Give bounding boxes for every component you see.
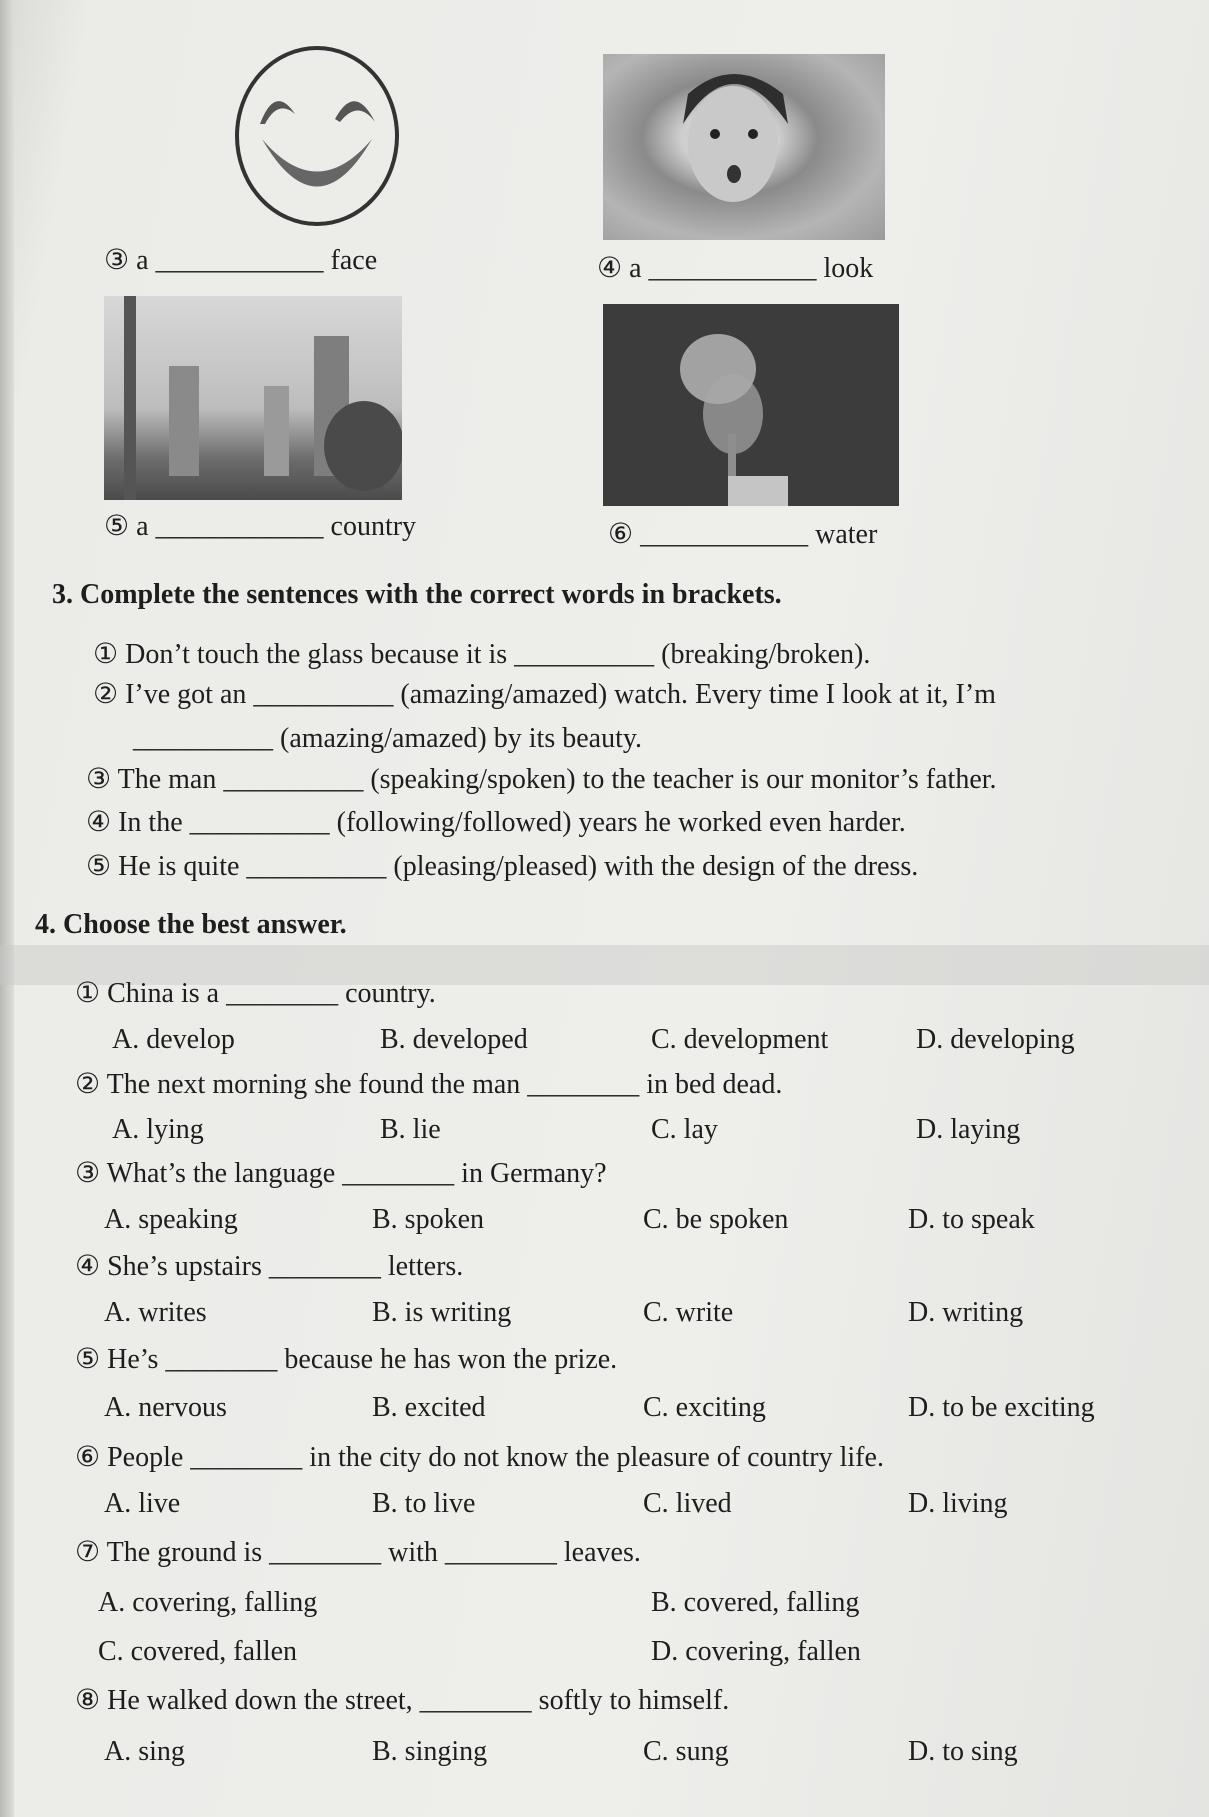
answer-option[interactable]: C. lived	[643, 1488, 732, 1519]
fill-in-sentence[interactable]: ① Don’t touch the glass because it is __________ (breaking/broken).	[93, 639, 871, 670]
fill-in-sentence[interactable]: ② I’ve got an __________ (amazing/amazed) watch. Every time I look at it, I’m	[93, 679, 996, 710]
answer-option[interactable]: B. covered, falling	[651, 1587, 860, 1618]
picture-label: ③ a ____________ face	[104, 245, 378, 276]
answer-option[interactable]: C. lay	[651, 1114, 718, 1145]
answer-option[interactable]: A. speaking	[104, 1204, 238, 1235]
answer-option[interactable]: A. covering, falling	[98, 1587, 318, 1618]
question-stem: ④ She’s upstairs ________ letters.	[75, 1251, 464, 1282]
answer-option[interactable]: C. write	[643, 1297, 734, 1328]
question-stem: ① China is a ________ country.	[75, 978, 436, 1009]
question-stem: ⑤ He’s ________ because he has won the prize.	[75, 1344, 618, 1375]
answer-option[interactable]: C. sung	[643, 1736, 729, 1767]
answer-option[interactable]: C. be spoken	[643, 1204, 789, 1235]
answer-option[interactable]: B. lie	[380, 1114, 441, 1145]
answer-option[interactable]: B. excited	[372, 1392, 486, 1423]
question-stem: ⑦ The ground is ________ with ________ leaves.	[75, 1537, 641, 1568]
surprised-woman-photo	[603, 54, 885, 240]
question-stem: ⑧ He walked down the street, ________ softly to himself.	[75, 1685, 730, 1716]
question-stem: ③ What’s the language ________ in Germany?	[75, 1158, 607, 1189]
answer-option[interactable]: C. development	[651, 1024, 829, 1055]
answer-option[interactable]: B. is writing	[372, 1297, 512, 1328]
answer-option[interactable]: B. developed	[380, 1024, 528, 1055]
fill-in-sentence[interactable]: __________ (amazing/amazed) by its beauty.	[133, 723, 643, 754]
fill-in-sentence[interactable]: ③ The man __________ (speaking/spoken) to the teacher is our monitor’s father.	[86, 764, 997, 795]
fill-in-sentence[interactable]: ④ In the __________ (following/followed) years he worked even harder.	[86, 807, 906, 838]
answer-option[interactable]: A. develop	[112, 1024, 235, 1055]
answer-option[interactable]: B. spoken	[372, 1204, 484, 1235]
picture-label: ⑥ ____________ water	[608, 519, 878, 550]
answer-option[interactable]: D. writing	[908, 1297, 1024, 1328]
answer-option[interactable]: C. covered, fallen	[98, 1636, 298, 1667]
answer-option[interactable]: A. nervous	[104, 1392, 227, 1423]
answer-option[interactable]: A. lying	[112, 1114, 204, 1145]
question-stem: ⑥ People ________ in the city do not know the pleasure of country life.	[75, 1442, 884, 1473]
answer-option[interactable]: D. covering, fallen	[651, 1636, 861, 1667]
question-stem: ② The next morning she found the man ________ in bed dead.	[75, 1069, 783, 1100]
boiling-water-steam-photo	[603, 304, 899, 506]
answer-option[interactable]: A. writes	[104, 1297, 207, 1328]
section-3-heading: 3. Complete the sentences with the correct words in brackets.	[52, 579, 782, 610]
fill-in-sentence[interactable]: ⑤ He is quite __________ (pleasing/pleased) with the design of the dress.	[86, 851, 919, 882]
answer-option[interactable]: C. exciting	[643, 1392, 766, 1423]
city-skyline-photo	[104, 296, 402, 500]
answer-option[interactable]: D. to be exciting	[908, 1392, 1095, 1423]
answer-option[interactable]: D. to speak	[908, 1204, 1035, 1235]
answer-option[interactable]: D. living	[908, 1488, 1008, 1519]
picture-label: ⑤ a ____________ country	[104, 511, 417, 542]
answer-option[interactable]: B. to live	[372, 1488, 476, 1519]
book-spine-edge	[0, 0, 14, 1817]
answer-option[interactable]: A. live	[104, 1488, 181, 1519]
answer-option[interactable]: D. developing	[916, 1024, 1075, 1055]
picture-label: ④ a ____________ look	[597, 253, 874, 284]
answer-option[interactable]: D. to sing	[908, 1736, 1018, 1767]
section-4-heading: 4. Choose the best answer.	[35, 909, 347, 940]
smiley-face-image	[220, 44, 415, 229]
answer-option[interactable]: D. laying	[916, 1114, 1021, 1145]
answer-option[interactable]: A. sing	[104, 1736, 185, 1767]
answer-option[interactable]: B. singing	[372, 1736, 488, 1767]
